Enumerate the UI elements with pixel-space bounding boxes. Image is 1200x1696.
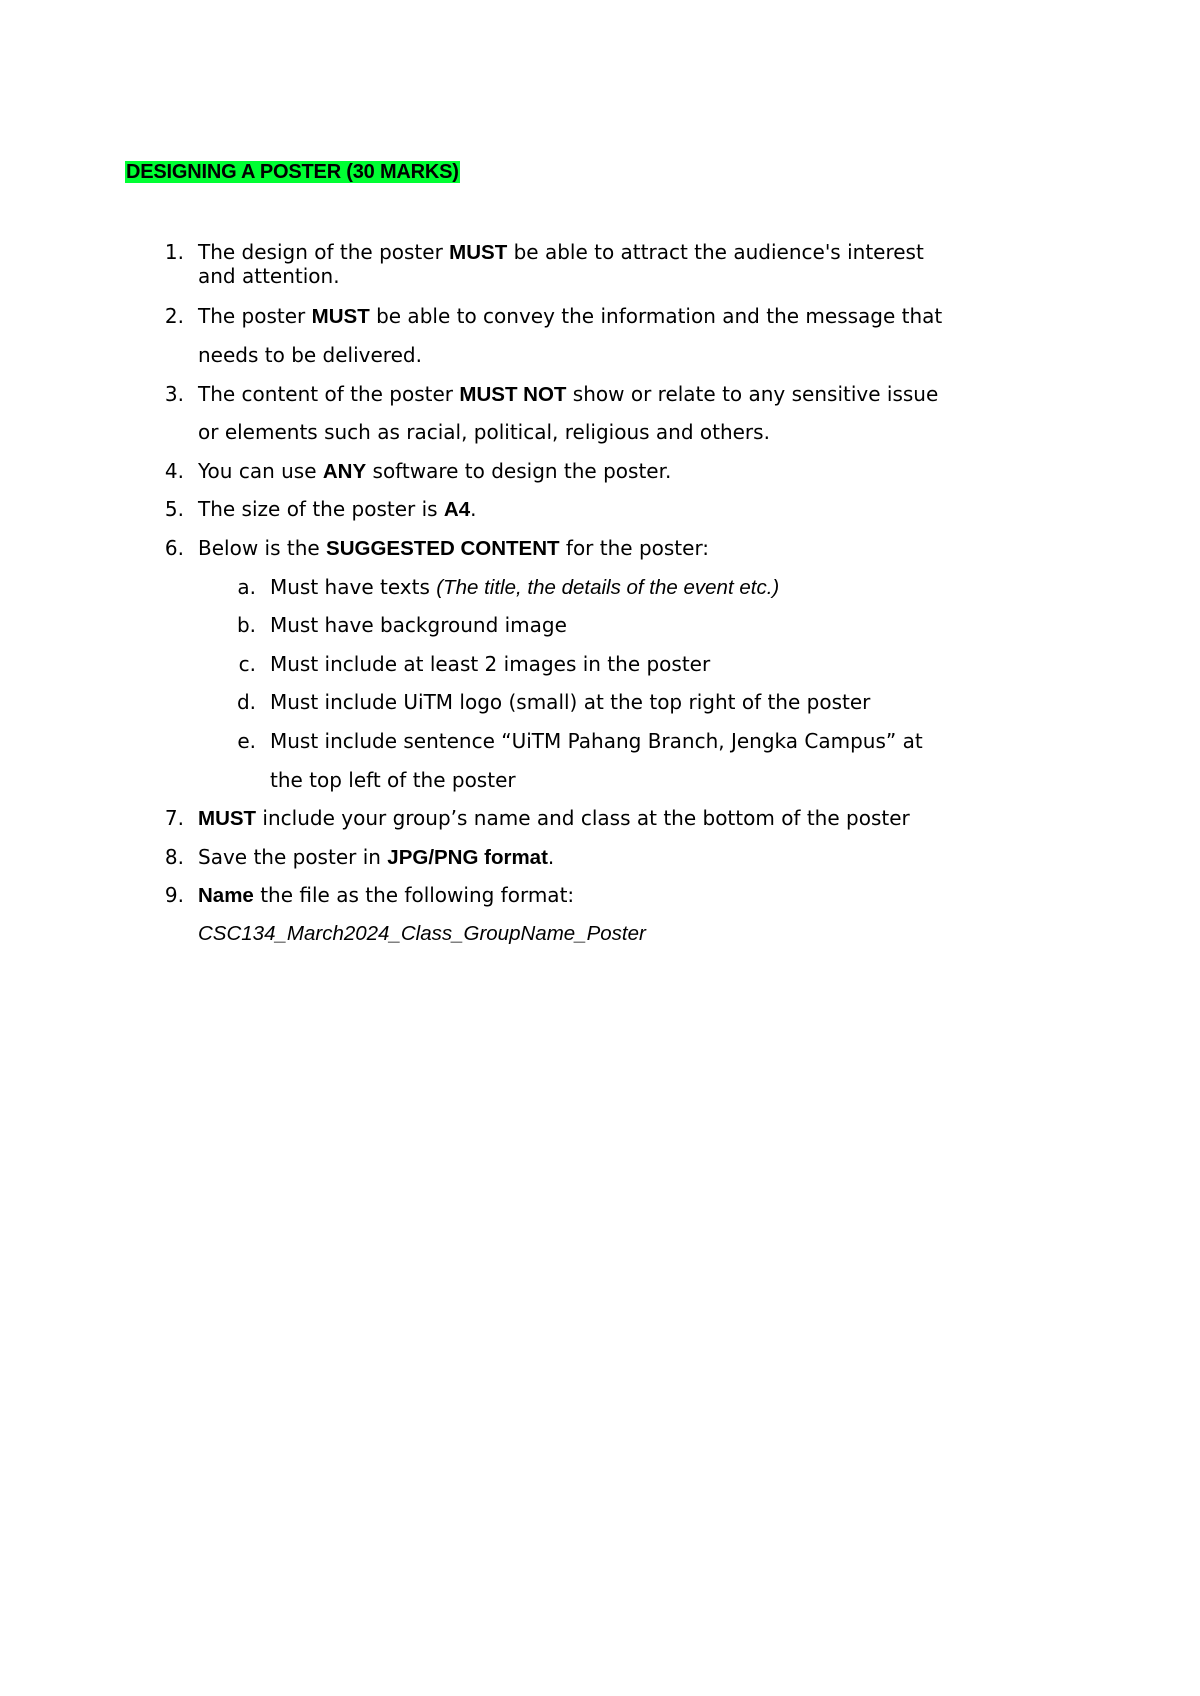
item-text: You can use ANY software to design the poster. — [198, 459, 672, 483]
sub-item-letter: a. — [237, 575, 256, 599]
sub-item-text-continued: the top left of the poster — [270, 768, 516, 792]
item-number: 2. — [164, 304, 184, 328]
sub-item-letter: d. — [236, 690, 256, 714]
item-number: 4. — [164, 459, 184, 483]
item-number: 9. — [164, 883, 184, 907]
item-number: 8. — [164, 845, 184, 869]
item-text: Below is the SUGGESTED CONTENT for the poster: — [198, 536, 710, 560]
item-number: 3. — [164, 382, 184, 406]
item-text: MUST include your group’s name and class at the bottom of the poster — [198, 806, 910, 830]
page-title — [125, 160, 460, 184]
title-highlight: DESIGNING A POSTER (30 MARKS) — [126, 161, 459, 183]
item-text-continued: needs to be delivered. — [198, 343, 422, 367]
sub-item-text: Must have background image — [270, 613, 567, 637]
sub-item-text: Must include UiTM logo (small) at the top right of the poster — [270, 690, 871, 714]
item-text: The content of the poster MUST NOT show or relate to any sensitive issue — [198, 382, 939, 406]
item-number: 6. — [164, 536, 184, 560]
sub-item-letter: e. — [237, 729, 256, 753]
item-text: The size of the poster is A4. — [198, 497, 477, 521]
sub-item-text: Must include sentence “UiTM Pahang Branch, Jengka Campus” at — [270, 729, 923, 753]
sub-item-text: Must include at least 2 images in the poster — [270, 652, 711, 676]
sub-item-letter: c. — [238, 652, 256, 676]
sub-item-letter: b. — [236, 613, 256, 637]
item-text: Save the poster in JPG/PNG format. — [198, 845, 555, 869]
item-number: 1. — [164, 240, 184, 264]
item-number: 5. — [164, 497, 184, 521]
item-text: The design of the poster MUST be able to attract the audience's interest — [198, 240, 924, 264]
item-number: 7. — [164, 806, 184, 830]
sub-item-text: Must have texts (The title, the details of the event etc.) — [270, 575, 780, 599]
item-text: The poster MUST be able to convey the information and the message that — [198, 304, 943, 328]
item-text-continued: or elements such as racial, political, religious and others. — [198, 420, 770, 444]
item-text-continued: and attention. — [198, 264, 340, 288]
filename-format: CSC134_March2024_Class_GroupName_Poster — [198, 922, 646, 945]
item-text: Name the file as the following format: — [198, 883, 575, 907]
